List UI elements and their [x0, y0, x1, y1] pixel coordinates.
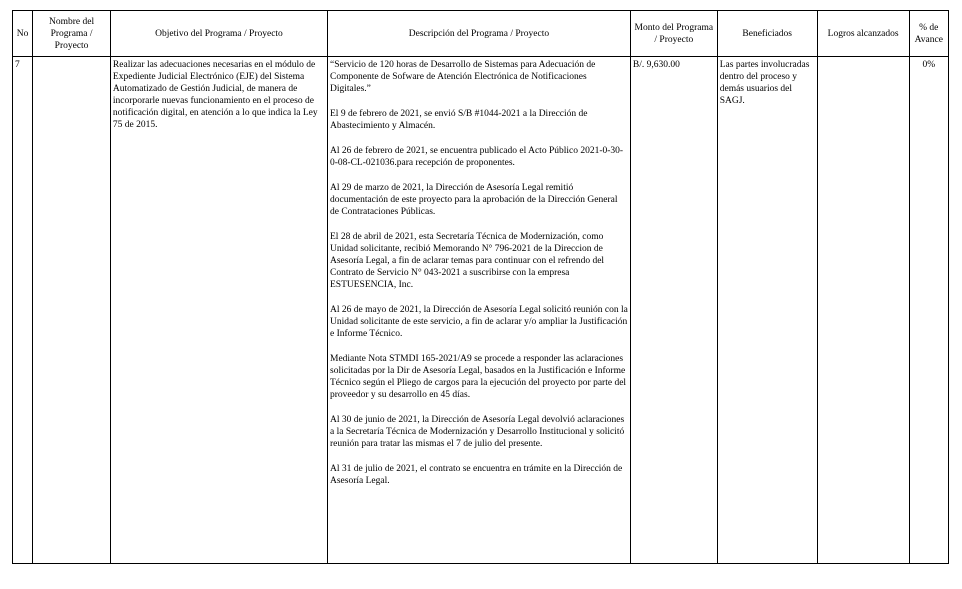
table-row — [13, 57, 949, 564]
descripcion-paragraph: Al 31 de julio de 2021, el contrato se encuentra en trámite en la Dirección de Asesoría Legal. — [330, 464, 623, 486]
descripcion-paragraph: El 9 de febrero de 2021, se envió S/B #1044-2021 a la Dirección de Abastecimiento y Almacén. — [330, 109, 588, 131]
descripcion-paragraph: Al 29 de marzo de 2021, la Dirección de Asesoría Legal remitió documentación de este proyecto para la aprobación de la Dirección General de Contrataciones Públicas. — [330, 183, 618, 217]
header-logros: Logros alcanzados — [817, 11, 909, 57]
cell-logros — [817, 57, 909, 564]
program-table — [12, 10, 949, 564]
header-nombre: Nombre del Programa / Proyecto — [33, 11, 111, 57]
descripcion-paragraph: Al 26 de febrero de 2021, se encuentra publicado el Acto Público 2021-0-30-0-08-CL-021036.para recepción de proponentes. — [330, 146, 624, 168]
descripcion-paragraph: El 28 de abril de 2021, esta Secretaría Técnica de Modernización, como Unidad solicitante, recibió Memorando N° 796-2021 de la Direccion de Asesoría Legal, a fin de aclarar temas para continuar con el refrendo del Contrato de Servicio N° 043-2021 a suscribirse con la empresa ESTUESENCIA, Inc. — [330, 232, 605, 290]
header-objetivo: Objetivo del Programa / Proyecto — [110, 11, 327, 57]
table-header-row — [13, 11, 949, 57]
header-monto: Monto del Programa / Proyecto — [630, 11, 717, 57]
header-avance: % de Avance — [909, 11, 948, 57]
cell-objetivo: Realizar las adecuaciones necesarias en el módulo de Expediente Judicial Electrónico (EJE) del Sistema Automatizado de Gestión Judicial, de manera de incorporarle nuevas funcionamiento en el proceso de notificación digital, en atención a lo que indica la Ley 75 de 2015. — [110, 57, 327, 564]
descripcion-paragraph: Mediante Nota STMDI 165-2021/A9 se procede a responder las aclaraciones solicitadas por la Dir de Asesoría Legal, basados en la Justificación e Informe Técnico según el Pliego de cargos para la ejecución del proyecto por parte del proveedor y su desarrollo en 45 días. — [330, 354, 627, 400]
cell-no: 7 — [13, 57, 33, 564]
descripcion-paragraph: Al 30 de junio de 2021, la Dirección de Asesoría Legal devolvió aclaraciones a la Secretaría Técnica de Modernización y Desarrollo Institucional y solicitó reunión para tratar las mismas el 7 de julio del presente. — [330, 415, 625, 449]
header-beneficiados: Beneficiados — [717, 11, 817, 57]
descripcion-paragraph: Al 26 de mayo de 2021, la Dirección de Asesoría Legal solicitó reunión con la Unidad solicitante de este servicio, a fin de aclarar y/o ampliar la Justificación e Informe Técnico. — [330, 305, 628, 339]
header-no: No — [13, 11, 33, 57]
header-descripcion: Descripción del Programa / Proyecto — [328, 11, 631, 57]
cell-descripcion — [328, 57, 631, 564]
cell-monto: B/. 9,630.00 — [630, 57, 717, 564]
descripcion-paragraph: “Servicio de 120 horas de Desarrollo de Sistemas para Adecuación de Componente de Sofware de Atención Electrónica de Notificaciones Digitales.” — [330, 60, 596, 94]
cell-nombre — [33, 57, 111, 564]
cell-avance: 0% — [909, 57, 948, 564]
cell-beneficiados: Las partes involucradas dentro del proceso y demás usuarios del SAGJ. — [717, 57, 817, 564]
